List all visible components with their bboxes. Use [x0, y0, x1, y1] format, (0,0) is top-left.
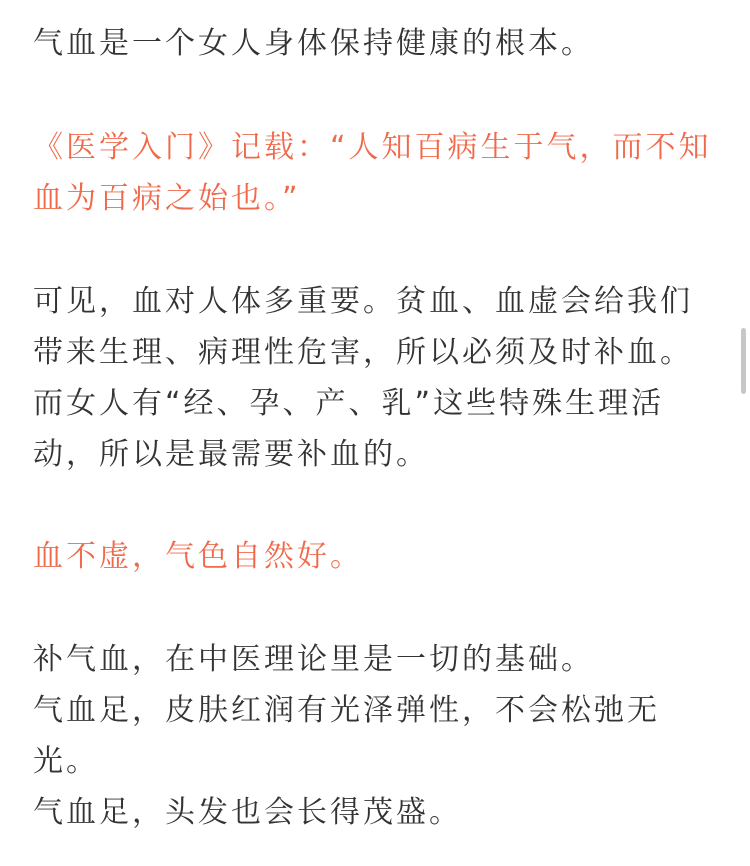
paragraph-intro: 气血是一个女人身体保持健康的根本。 — [33, 26, 594, 61]
benefit-line-skin: 气血足，皮肤红润有光泽弹性，不会松弛无光。 — [33, 693, 660, 779]
paragraph-highlight-complexion: 血不虚，气色自然好。 — [33, 539, 363, 574]
benefit-line-foundation: 补气血，在中医理论里是一切的基础。 — [33, 642, 594, 677]
scrollbar-thumb[interactable] — [741, 328, 746, 394]
paragraph-benefits — [33, 634, 718, 838]
paragraph-quote-highlight: 《医学入门》记载：“人知百病生于气，而不知血为百病之始也。” — [33, 130, 712, 216]
article-body — [33, 18, 718, 838]
benefit-line-hair: 气血足，头发也会长得茂盛。 — [33, 795, 462, 830]
paragraph-blood-importance: 可见，血对人体多重要。贫血、血虚会给我们带来生理、病理性危害，所以必须及时补血。而女人有“经、孕、产、乳”这些特殊生理活动，所以是最需要补血的。 — [33, 284, 693, 472]
